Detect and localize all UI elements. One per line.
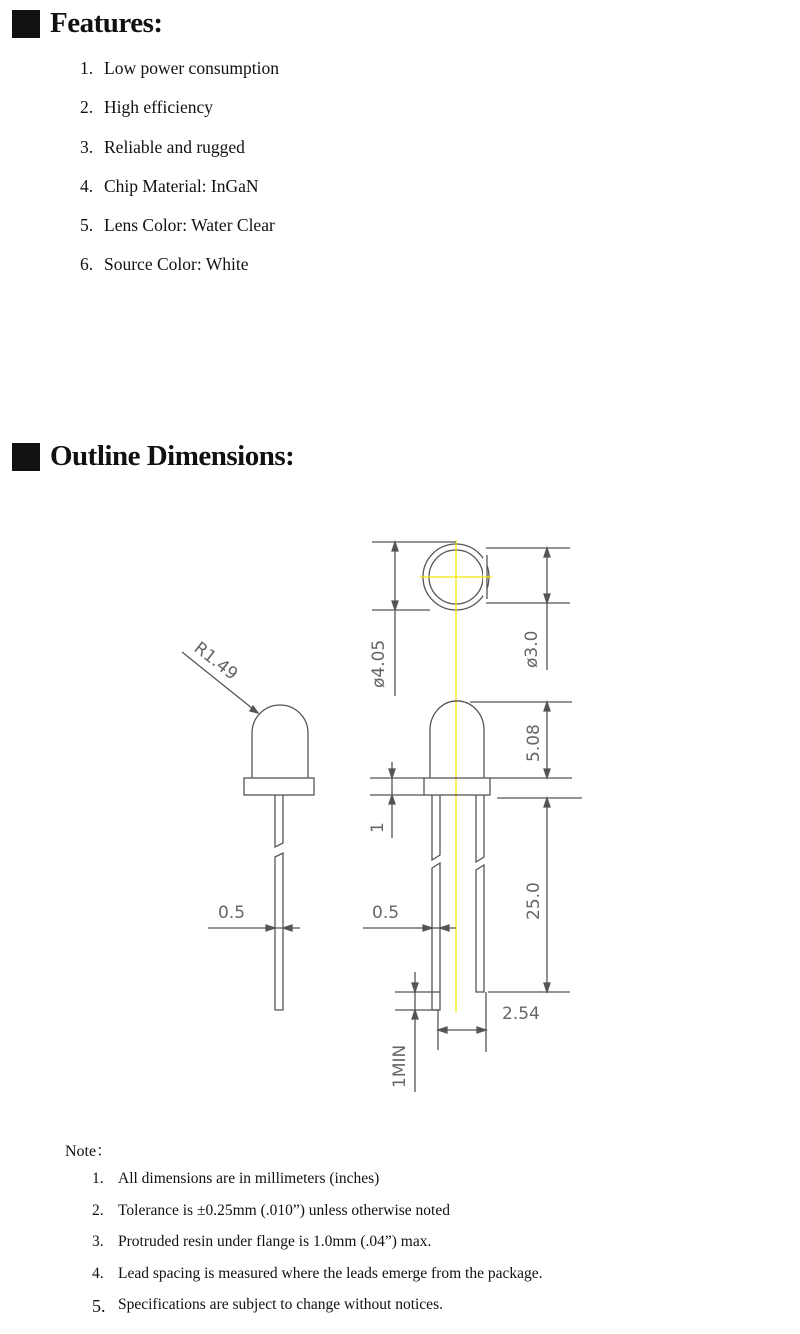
d254-arrow-left bbox=[438, 1027, 447, 1033]
d508-arrow-bot bbox=[544, 769, 550, 778]
front-lead-left bbox=[432, 795, 440, 860]
feature-item bbox=[80, 254, 279, 293]
feature-text: Lens Color: Water Clear bbox=[104, 215, 275, 236]
side-lead-lower bbox=[275, 853, 283, 1010]
outline-drawing bbox=[0, 500, 800, 1120]
note-text: All dimensions are in millimeters (inches) bbox=[118, 1170, 380, 1187]
flange-arrow-top bbox=[389, 769, 395, 778]
feature-text: Low power consumption bbox=[104, 58, 279, 78]
feature-text: Reliable and rugged bbox=[104, 136, 245, 157]
notes-list bbox=[92, 1170, 543, 1328]
note-number: 5. bbox=[92, 1296, 106, 1316]
feature-item bbox=[80, 215, 279, 254]
note-number: 1. bbox=[92, 1170, 104, 1187]
features-list bbox=[80, 58, 279, 294]
feature-number: 2. bbox=[80, 97, 94, 118]
note-item bbox=[92, 1265, 543, 1297]
outline-title: Outline Dimensions: bbox=[50, 440, 295, 472]
dia30-arrow-top bbox=[544, 548, 550, 557]
dia30-label: ø3.0 bbox=[522, 630, 542, 668]
feature-text: Chip Material: InGaN bbox=[104, 175, 259, 196]
note-number: 4. bbox=[92, 1264, 104, 1282]
front-lead-left-lower bbox=[432, 863, 440, 1010]
note-label: Note： bbox=[65, 1143, 113, 1160]
side-lead bbox=[275, 795, 283, 847]
dia30-arrow-bot bbox=[544, 594, 550, 603]
flange-label: 1 bbox=[368, 822, 388, 833]
side-width-arrow-left bbox=[266, 925, 275, 931]
note-text: Tolerance is ±0.25mm (.010”) unless otherwise noted bbox=[118, 1201, 450, 1219]
min-label: 1MIN bbox=[390, 1044, 410, 1088]
feature-item bbox=[80, 97, 279, 136]
feature-number: 3. bbox=[80, 136, 94, 157]
feature-text: Source Color: White bbox=[104, 254, 249, 275]
dia405-arrow-bot bbox=[392, 601, 398, 610]
note-text: Lead spacing is measured where the leads emerge from the package. bbox=[118, 1264, 543, 1282]
d508-label: 5.08 bbox=[524, 724, 544, 762]
features-heading bbox=[12, 7, 163, 40]
note-item bbox=[92, 1296, 543, 1328]
side-dome-body bbox=[252, 705, 308, 778]
flange-arrow-bot bbox=[389, 795, 395, 804]
dia405-arrow-top bbox=[392, 542, 398, 551]
feature-number: 6. bbox=[80, 254, 94, 275]
side-width-arrow-right bbox=[283, 925, 292, 931]
front-flange bbox=[424, 778, 490, 795]
side-flange bbox=[244, 778, 314, 795]
front-lead-right bbox=[476, 795, 484, 862]
feature-number: 5. bbox=[80, 215, 94, 236]
front-lead-right-lower bbox=[476, 865, 484, 992]
note-item bbox=[92, 1233, 543, 1265]
note-text: Specifications are subject to change without notices. bbox=[118, 1296, 443, 1313]
side-view bbox=[182, 638, 314, 1010]
front-dome-body bbox=[430, 701, 484, 778]
feature-text: High efficiency bbox=[104, 97, 214, 118]
d254-arrow-right bbox=[477, 1027, 486, 1033]
feature-item bbox=[80, 137, 279, 176]
feature-item bbox=[80, 58, 279, 97]
d254-label: 2.54 bbox=[502, 1004, 540, 1024]
d250-label: 25.0 bbox=[524, 882, 544, 920]
front-width-arrow-left bbox=[423, 925, 432, 931]
d250-arrow-bot bbox=[544, 983, 550, 992]
note-text: Protruded resin under flange is 1.0mm (.04”) max. bbox=[118, 1233, 432, 1250]
outline-heading bbox=[12, 440, 294, 473]
front-width-label: 0.5 bbox=[372, 903, 400, 923]
feature-item bbox=[80, 176, 279, 215]
heading-square-icon bbox=[12, 10, 40, 38]
feature-number: 1. bbox=[80, 58, 94, 78]
front-width-arrow-right bbox=[440, 925, 449, 931]
features-title: Features: bbox=[50, 7, 163, 39]
note-item bbox=[92, 1170, 543, 1202]
note-item bbox=[92, 1202, 543, 1234]
min-arrow-top bbox=[412, 983, 418, 992]
dia405-label: ø4.05 bbox=[369, 639, 389, 688]
d250-arrow-top bbox=[544, 798, 550, 807]
note-number: 3. bbox=[92, 1233, 104, 1250]
side-width-label: 0.5 bbox=[218, 903, 246, 923]
heading-square-icon bbox=[12, 443, 40, 471]
d508-arrow-top bbox=[544, 702, 550, 711]
min-arrow-bot bbox=[412, 1010, 418, 1019]
note-number: 2. bbox=[92, 1201, 104, 1219]
front-view bbox=[363, 540, 582, 1092]
feature-number: 4. bbox=[80, 175, 94, 196]
radius-label: R1.49 bbox=[189, 638, 242, 685]
